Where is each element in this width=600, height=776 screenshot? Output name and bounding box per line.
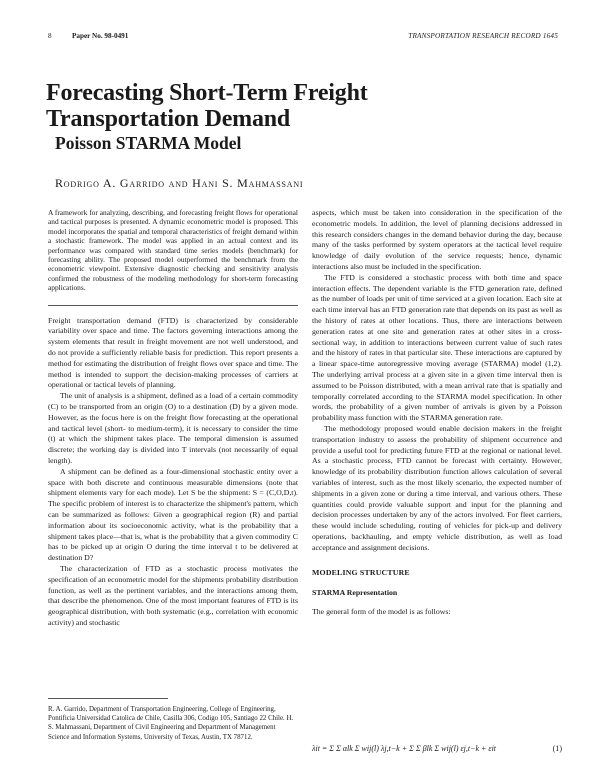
equation-1 <box>312 744 562 762</box>
journal-name: TRANSPORTATION RESEARCH RECORD 1645 <box>408 32 558 40</box>
article-title <box>46 80 516 132</box>
title-line-1: Forecasting Short-Term Freight <box>46 80 368 106</box>
author-line: Rodrigo A. Garrido and Hani S. Mahmassani <box>55 176 304 190</box>
article-subtitle: Poisson STARMA Model <box>55 133 242 153</box>
footnote-rule <box>48 698 168 699</box>
footnote-text: R. A. Garrido, Department of Transportation Engineering, College of Engineering, Pontificia Universidad Catolica de Chile, Casilla 306, Codigo 105, Santiago 22 Chile. H. S. Mahmassani, Department of Civil Engineering and Department of Management Science and Information Systems, University of Texas, Austin, TX 78712. <box>48 706 294 741</box>
body-paragraph-1: Freight transportation demand (FTD) is characterized by considerable variability over space and time. The factors governing interactions among the system elements that result in freight movement are not well understood, and do not provide a sufficiently reliable basis for prediction. This report presents a method for estimating the distribution of freight flows over space and time. The method is intended to support the decision-making processes of carriers at operational or tactical levels of planning. <box>48 315 298 390</box>
page-number: 8 <box>48 32 52 40</box>
body-paragraph-2: The unit of analysis is a shipment, defined as a load of a certain commodity (C) to be transported from an origin (O) to a destination (D) by a given mode. However, as the focus here is on the freight flow forecasting at the operational and tactical level (short- to medium-term), it is necessary to consider the time (t) at which the shipment takes place. The temporal dimension is assumed discrete; the working day is divided into T intervals (not necessarily of equal length). <box>48 391 298 466</box>
equation-body: λit = Σ Σ αlk Σ wij(l) λj,t−k + Σ Σ βlk Σ wij(l) εj,t−k + εit <box>312 744 497 753</box>
section-heading: MODELING STRUCTURE <box>312 567 410 577</box>
author-footnote <box>48 698 298 742</box>
abstract: A framework for analyzing, describing, and forecasting freight flows for operational and tactical purposes is presented. A dynamic econometric model is proposed. This model incorporates the spatial and temporal characteristics of freight demand within a stochastic framework. The model was applied in an actual context and its performance was compared with standard time series models (benchmark) for forecasting ability. The proposed model outperformed the benchmark from the econometric viewpoint. Extensive diagnostic checking and sensitivity analysis confirmed the robustness of the modeling methodology for short-term forecasting applications. <box>48 208 298 293</box>
running-header <box>48 32 558 44</box>
body-paragraph-7: The methodology proposed would enable decision makers in the freight transportation industry to assess the probability of shipment occurrence and provide a useful tool for predicting future FTD at the regional or national level. As a stochastic process, FTD cannot be forecast with certainty. However, knowledge of its probability distribution function allows calculation of several variables of interest, such as the most likely scenario, the expected number of shipments in a given zone or during a time interval, and various others. These quantities could provide valuable support and input for the planning and decision processes undertaken by any of the actors involved. For fleet carriers, these would include scheduling, routing of vehicles for pick-up and delivery operations, backhauling, and empty vehicle distribution, as well as load acceptance and assignment decisions. <box>312 423 562 552</box>
model-intro: The general form of the model is as follows: <box>312 607 451 617</box>
body-paragraph-3: A shipment can be defined as a four-dimensional stochastic entity over a space with both discrete and continuous measurable dimensions (note that shipment elements vary for each mode). Let S be the shipment: S = (C,O,D,t). The specific problem of interest is to characterize the shipment's pattern, which can be summarized as follows: Given a geographical region (R) and partial information about its socioeconomic activity, what is the probability that a shipment takes place—that is, what is the probability that a given commodity C has to be picked up at origin O during the time interval t to be delivered at destination D? <box>48 466 298 563</box>
left-column <box>48 208 298 629</box>
title-line-2: Transportation Demand <box>46 106 291 132</box>
equation-number: (1) <box>552 744 562 753</box>
subsection-heading: STARMA Representation <box>312 588 398 598</box>
right-column <box>312 208 562 618</box>
body-paragraph-4: The characterization of FTD as a stochastic process motivates the specification of an econometric model for the shipments probability distribution function, as well as the pertinent variables, and the interactions among them, that describe the phenomenon. One of the most important features of FTD is its geographical distribution, with both systematic (e.g., correlation with economic activity) and stochastic <box>48 563 298 627</box>
abstract-divider <box>48 305 298 306</box>
paper-number: Paper No. 98-0491 <box>72 32 129 40</box>
body-paragraph-5: aspects, which must be taken into consideration in the specification of the econometric models. In addition, the level of planning decisions addressed in this research considers changes in the demand behavior during the day, because many of the tasks performed by system operators at the tactical level require knowledge of daily evolution of the service requests; hence, dynamic interactions also must be included in the specification. <box>312 208 562 271</box>
body-paragraph-6: The FTD is considered a stochastic process with both time and space interaction effects. The dependent variable is the FTD generation rate, defined as the number of loads per unit of time serviced at a given location. Each site at each time interval has an FTD generation rate that depends on its past as well as the history of rates at other locations. Thus, there are interactions between generation rates at one site and generation rates at other sites in a cross-sectional way, in addition to interactions between current value of such rates and the history of rates in that particular site. These interactions are captured by a linear space-time autoregressive moving average (STARMA) model (1,2). The underlying arrival process at a given site in a given time interval then is assumed to be Poisson distributed, with a mean arrival rate that is spatially and temporally correlated according to the STARMA model specification. In other words, the probability of a given number of arrivals is given by a Poisson probability mass function with the STARMA generation rate. <box>312 272 562 423</box>
